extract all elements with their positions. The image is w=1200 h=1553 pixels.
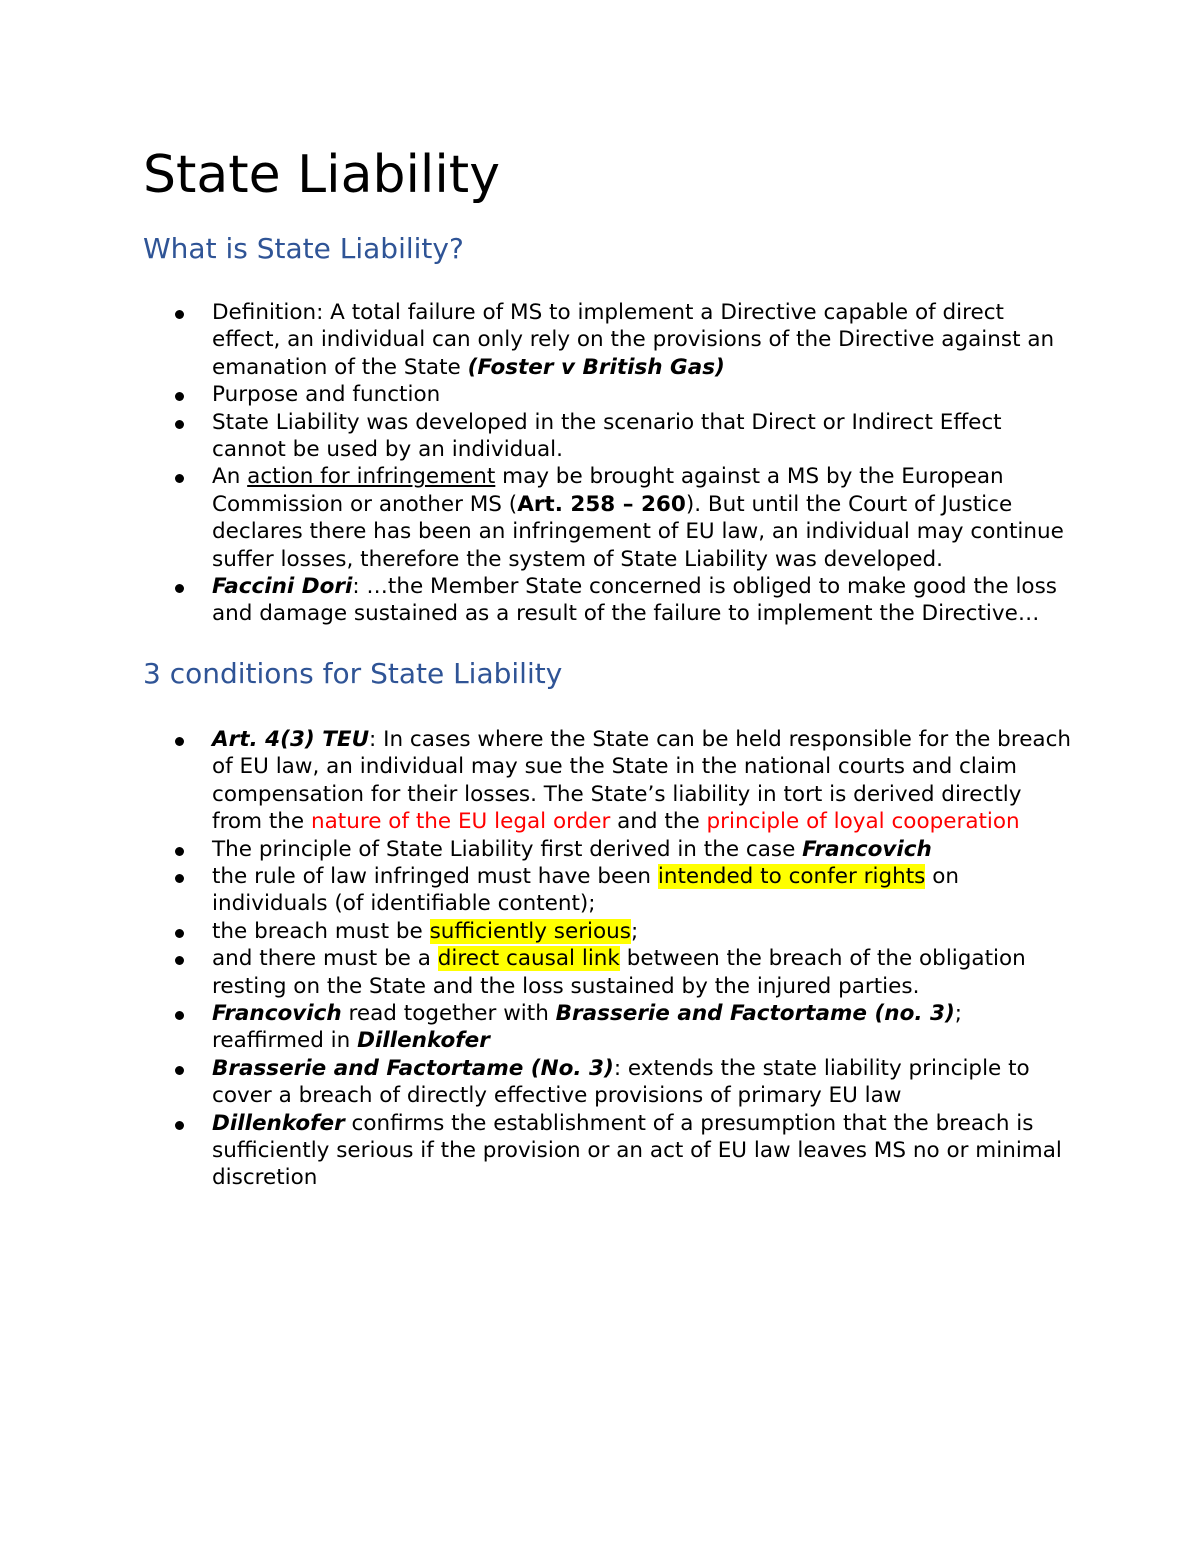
red-emphasis: principle of loyal cooperation <box>706 809 1020 835</box>
item-text: read together with <box>341 1000 556 1026</box>
item-text: between the breach of the obligation resting on the State and the loss sustained by the injured parties. <box>212 946 1026 999</box>
case-name: Brasserie and Factortame (No. 3) <box>212 1055 614 1081</box>
item-text: The principle of State Liability first derived in the case <box>212 836 803 862</box>
highlighted-term: intended to confer rights <box>657 863 926 889</box>
bullet-icon <box>175 956 184 965</box>
bullet-icon <box>175 874 184 883</box>
item-text: may be brought against a MS by the European Commission or another MS ( <box>212 464 1004 517</box>
item-text: the breach must be <box>212 918 430 944</box>
list-item <box>143 463 1073 573</box>
case-name: Francovich <box>212 1000 342 1026</box>
item-text: on individuals (of identifiable content); <box>212 863 959 917</box>
list-item <box>143 573 1073 628</box>
item-text: and there must be a <box>212 946 438 972</box>
list-item <box>143 409 1073 464</box>
bullet-list-definition <box>143 299 1073 628</box>
article-reference: Art. 258 – 260 <box>517 491 686 517</box>
page-title: State Liability <box>143 145 500 205</box>
section-heading-what-is: What is State Liability? <box>143 232 464 265</box>
bullet-icon <box>175 1011 184 1020</box>
bullet-icon <box>175 929 184 938</box>
case-name: Faccini Dori <box>212 574 353 600</box>
case-name: (Foster v British Gas) <box>467 354 725 380</box>
list-item <box>143 1055 1073 1110</box>
list-item <box>143 1110 1073 1192</box>
bullet-list-conditions <box>143 726 1073 1192</box>
item-text: Definition: A total failure of MS to implement a Directive capable of direct effect, an individual can only rely on the provisions of the Directive against an emanation of the State <box>212 300 1055 380</box>
bullet-icon <box>175 310 184 319</box>
case-name: Brasserie and Factortame (no. 3) <box>555 1000 955 1026</box>
item-text: confirms the establishment of a presumption that the breach is sufficiently serious if the provision or an act of EU law leaves MS no or minimal discretion <box>212 1110 1062 1191</box>
bullet-icon <box>175 474 184 483</box>
list-item <box>143 726 1073 836</box>
list-item <box>143 836 1073 863</box>
item-text: the rule of law infringed must have been <box>212 863 658 889</box>
item-text: : In cases where the State can be held responsible for the breach of EU law, an individual may sue the State in the national courts and claim compensation for their losses. The State’s liability in tort is derived directly from the <box>212 726 1072 835</box>
article-reference: Art. 4(3) TEU <box>212 726 370 752</box>
item-text: ; <box>631 918 639 944</box>
bullet-icon <box>175 420 184 429</box>
bullet-icon <box>175 392 184 401</box>
highlighted-term: direct causal link <box>437 946 620 972</box>
case-name: Francovich <box>802 836 932 862</box>
item-text: An <box>212 464 248 490</box>
list-item <box>143 863 1073 918</box>
bullet-icon <box>175 737 184 746</box>
red-emphasis: nature of the EU legal order <box>311 809 611 835</box>
item-text: State Liability was developed in the scenario that Direct or Indirect Effect cannot be used by an individual. <box>212 409 1002 463</box>
highlighted-term: sufficiently serious <box>429 918 632 944</box>
list-item <box>143 299 1073 381</box>
item-text: ; reaffirmed in <box>212 1000 963 1054</box>
document-page <box>143 140 1073 1192</box>
list-item <box>143 381 1073 408</box>
case-name: Dillenkofer <box>357 1028 490 1054</box>
item-text: and the <box>610 809 707 835</box>
list-item <box>143 945 1073 1000</box>
section-heading-conditions: 3 conditions for State Liability <box>143 656 563 690</box>
item-text: ). But until the Court of Justice declares there has been an infringement of EU law, an individual may continue suffer losses, therefore the system of State Liability was developed. <box>212 491 1064 572</box>
item-text: : extends the state liability principle to cover a breach of directly effective provisions of primary EU law <box>212 1055 1030 1109</box>
item-text: : …the Member State concerned is obliged to make good the loss and damage sustained as a result of the failure to implement the Directive… <box>212 574 1057 627</box>
list-item <box>143 918 1073 945</box>
item-text: Purpose and function <box>212 382 441 408</box>
bullet-icon <box>175 1121 184 1130</box>
bullet-icon <box>175 584 184 593</box>
bullet-icon <box>175 847 184 856</box>
bullet-icon <box>175 1066 184 1075</box>
case-name: Dillenkofer <box>212 1110 345 1136</box>
list-item <box>143 1000 1073 1055</box>
underlined-term: action for infringement <box>247 464 496 490</box>
